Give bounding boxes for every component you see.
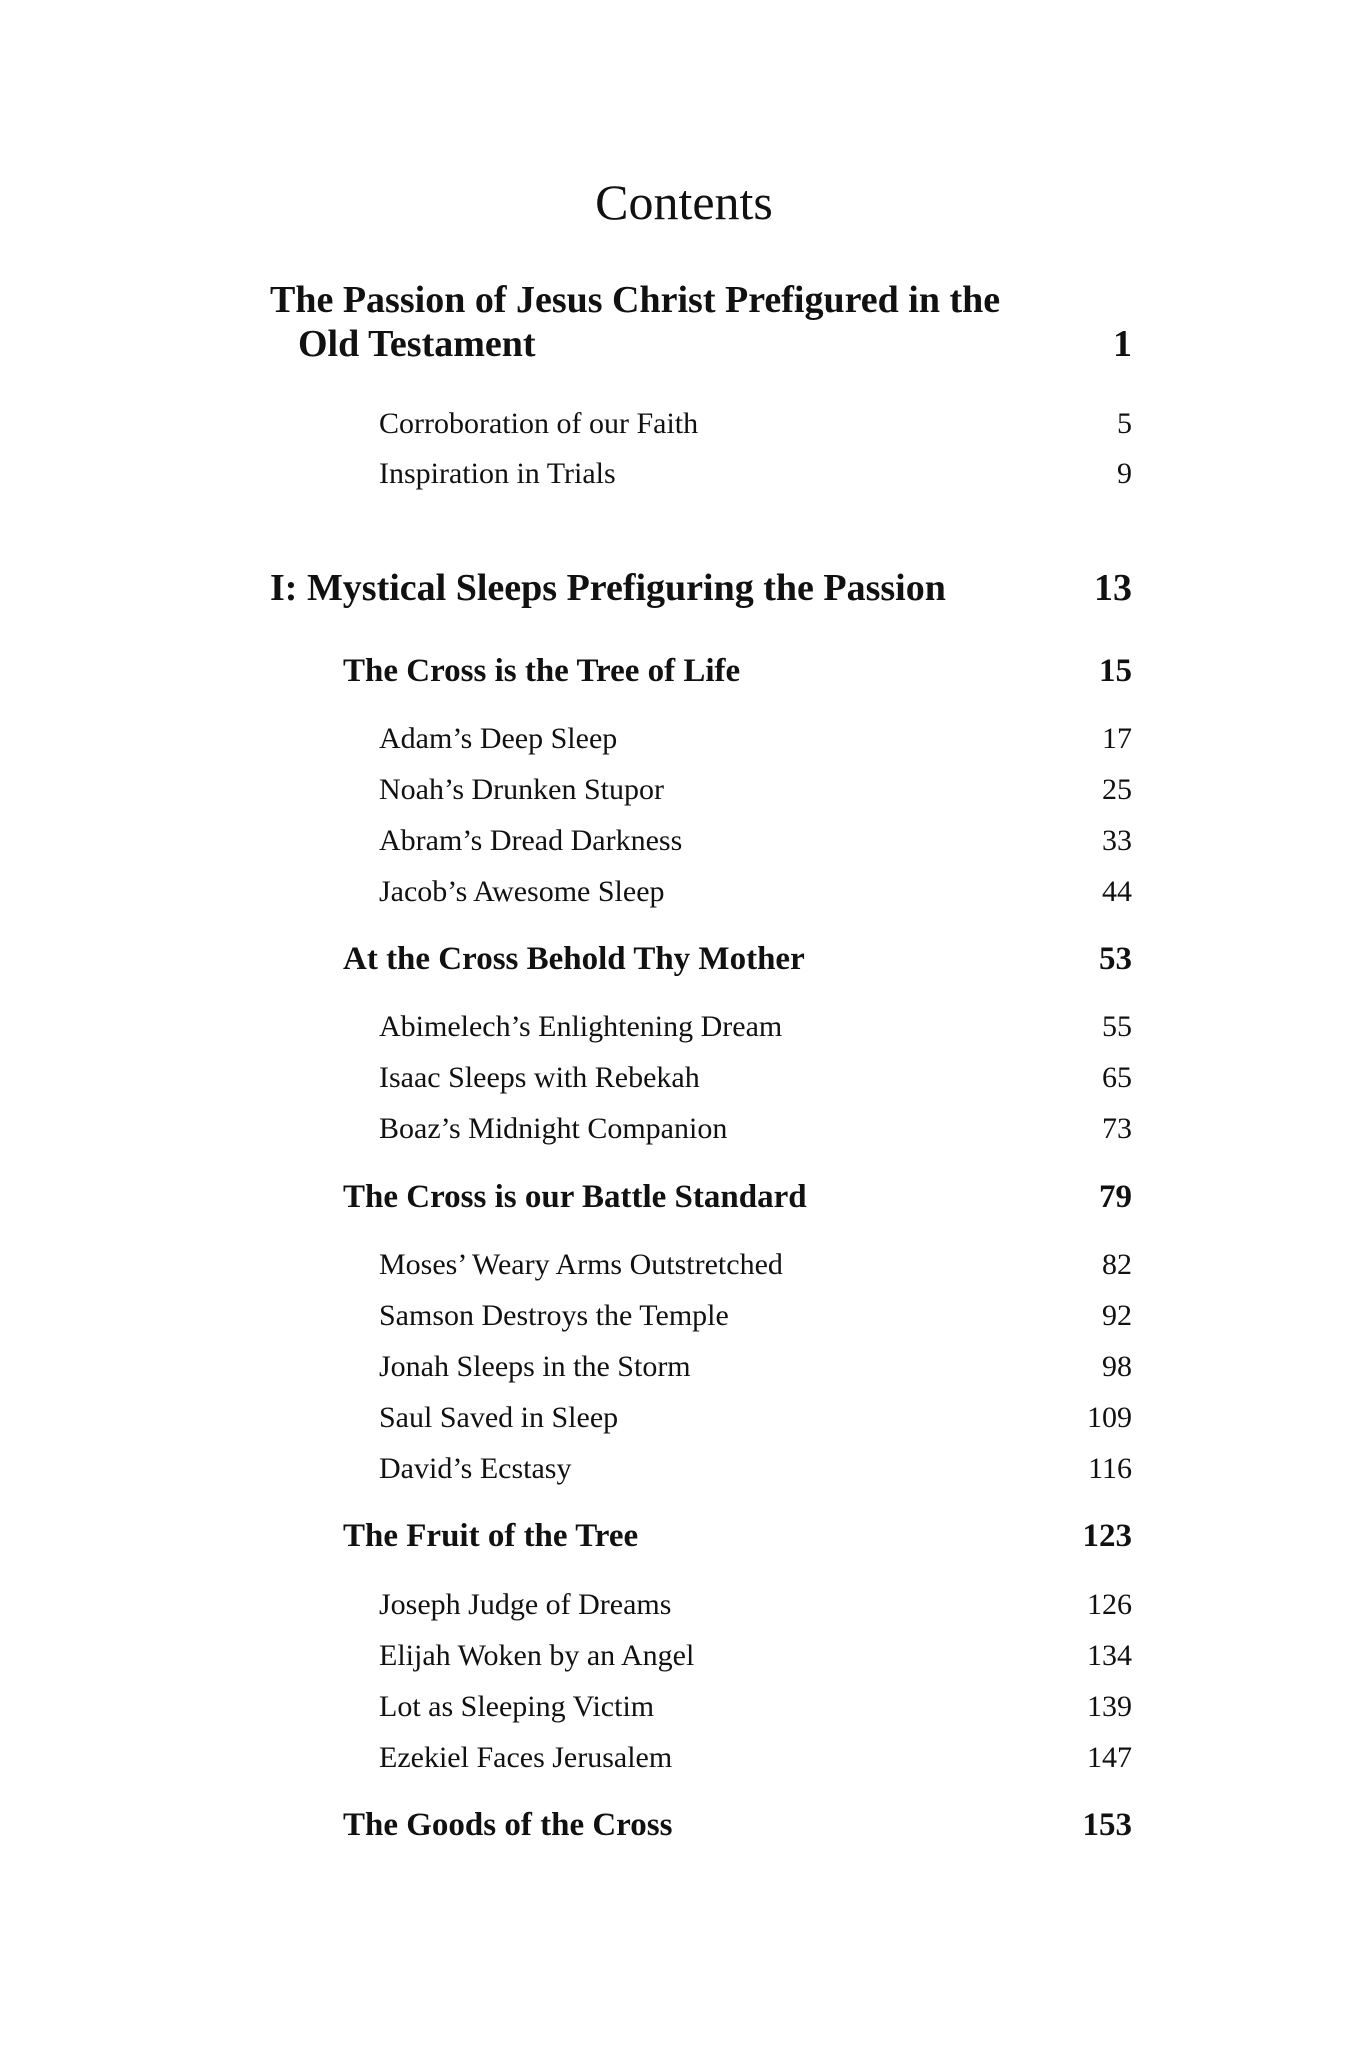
toc-entry[interactable]	[379, 1739, 1132, 1777]
entry-page-number: 82	[1102, 1248, 1132, 1281]
toc-part-heading[interactable]	[270, 566, 1132, 610]
entry-label: Boaz’s Midnight Companion	[379, 1112, 728, 1145]
entry-page-number: 126	[1087, 1588, 1132, 1621]
entry-label: Jacob’s Awesome Sleep	[379, 875, 665, 908]
section-label: The Cross is the Tree of Life	[343, 653, 741, 689]
toc-entry[interactable]	[379, 1297, 1132, 1335]
toc-entry[interactable]	[379, 822, 1132, 860]
toc-entry[interactable]	[379, 405, 1132, 443]
entry-page-number: 92	[1102, 1299, 1132, 1332]
section-page-number: 53	[1099, 941, 1132, 977]
entry-page-number: 33	[1102, 824, 1132, 857]
section-label: The Cross is our Battle Standard	[343, 1179, 807, 1215]
toc-entry[interactable]	[379, 1110, 1132, 1148]
entry-label: David’s Ecstasy	[379, 1452, 572, 1485]
entry-page-number: 55	[1102, 1010, 1132, 1043]
toc-section-heading[interactable]	[343, 1805, 1132, 1845]
page-title: Contents	[595, 174, 773, 230]
toc-section-heading[interactable]	[343, 651, 1132, 691]
toc-entry[interactable]	[379, 720, 1132, 758]
toc-section-heading[interactable]	[343, 939, 1132, 979]
entry-label: Isaac Sleeps with Rebekah	[379, 1061, 700, 1094]
section-label: At the Cross Behold Thy Mother	[343, 941, 805, 977]
toc-entry[interactable]	[379, 1586, 1132, 1624]
entry-label: Elijah Woken by an Angel	[379, 1639, 695, 1672]
section-page-number: 153	[1082, 1807, 1132, 1843]
entry-label: Joseph Judge of Dreams	[379, 1588, 672, 1621]
entry-page-number: 44	[1102, 875, 1132, 908]
entry-page-number: 109	[1087, 1401, 1132, 1434]
entry-page-number: 17	[1102, 722, 1132, 755]
entry-page-number: 139	[1087, 1690, 1132, 1723]
entry-label: Adam’s Deep Sleep	[379, 722, 618, 755]
entry-label: Ezekiel Faces Jerusalem	[379, 1741, 673, 1774]
toc-entry[interactable]	[379, 1637, 1132, 1675]
toc-entry[interactable]	[379, 1399, 1132, 1437]
toc-entry[interactable]	[379, 1059, 1132, 1097]
entry-label: Noah’s Drunken Stupor	[379, 773, 664, 806]
entry-page-number: 9	[1117, 457, 1132, 490]
section-label: The Fruit of the Tree	[343, 1518, 639, 1554]
section-page-number: 123	[1082, 1518, 1132, 1554]
part-label: I: Mystical Sleeps Prefiguring the Passion	[270, 567, 946, 609]
toc-entry[interactable]	[379, 1348, 1132, 1386]
entry-label: Jonah Sleeps in the Storm	[379, 1350, 691, 1383]
section-page-number: 15	[1099, 653, 1132, 689]
toc-section-heading[interactable]	[343, 1516, 1132, 1556]
entry-page-number: 98	[1102, 1350, 1132, 1383]
entry-label: Inspiration in Trials	[379, 457, 616, 490]
part-page-number: 13	[1094, 567, 1132, 609]
intro-title-line2: Old Testament	[298, 323, 536, 365]
intro-title-line2-row	[270, 322, 1132, 366]
entry-label: Samson Destroys the Temple	[379, 1299, 729, 1332]
toc-entry[interactable]	[379, 1450, 1132, 1488]
entry-label: Abimelech’s Enlightening Dream	[379, 1010, 783, 1043]
entry-page-number: 73	[1102, 1112, 1132, 1145]
toc-intro-heading[interactable]	[270, 278, 1132, 366]
entry-label: Moses’ Weary Arms Outstretched	[379, 1248, 783, 1281]
entry-page-number: 147	[1087, 1741, 1132, 1774]
toc-entry[interactable]	[379, 455, 1132, 493]
entry-page-number: 65	[1102, 1061, 1132, 1094]
entry-page-number: 25	[1102, 773, 1132, 806]
intro-page-number: 1	[1113, 323, 1132, 365]
toc-entry[interactable]	[379, 1008, 1132, 1046]
section-page-number: 79	[1099, 1179, 1132, 1215]
toc-entry[interactable]	[379, 1246, 1132, 1284]
entry-page-number: 134	[1087, 1639, 1132, 1672]
section-label: The Goods of the Cross	[343, 1807, 673, 1843]
intro-title-line1: The Passion of Jesus Christ Prefigured in the	[270, 279, 1001, 321]
entry-label: Abram’s Dread Darkness	[379, 824, 683, 857]
entry-page-number: 116	[1088, 1452, 1132, 1485]
entry-page-number: 5	[1117, 407, 1132, 440]
toc-entry[interactable]	[379, 1688, 1132, 1726]
toc-section-heading[interactable]	[343, 1177, 1132, 1217]
toc-entry[interactable]	[379, 771, 1132, 809]
entry-label: Saul Saved in Sleep	[379, 1401, 619, 1434]
entry-label: Corroboration of our Faith	[379, 407, 699, 440]
toc-entry[interactable]	[379, 873, 1132, 911]
entry-label: Lot as Sleeping Victim	[379, 1690, 655, 1723]
